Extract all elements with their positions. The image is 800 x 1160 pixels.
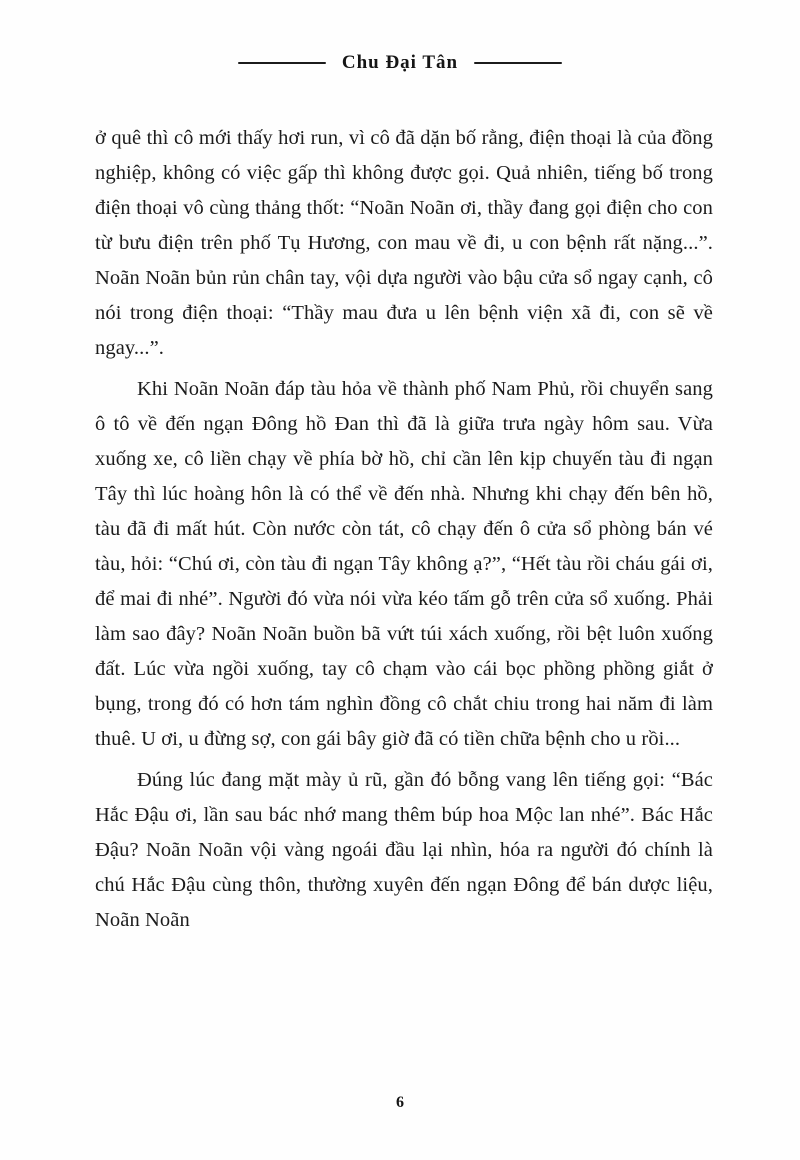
paragraph-3: Đúng lúc đang mặt mày ủ rũ, gần đó bỗng vang lên tiếng gọi: “Bác Hắc Đậu ơi, lần sau bác nhớ mang thêm búp hoa Mộc lan nhé”. Bác Hắc Đậu? Noãn Noãn vội vàng ngoái đầu lại nhìn, hóa ra người đó chính là chú Hắc Đậu cùng thôn, thường xuyên đến ngạn Đông để bán dược liệu, Noãn Noãn	[95, 769, 713, 931]
page-body-text	[95, 121, 713, 944]
paragraph-2: Khi Noãn Noãn đáp tàu hỏa về thành phố Nam Phủ, rồi chuyển sang ô tô về đến ngạn Đông hồ Đan thì đã là giữa trưa ngày hôm sau. Vừa xuống xe, cô liền chạy về phía bờ hồ, chỉ cần lên kịp chuyến tàu đi ngạn Tây thì lúc hoàng hôn là có thể về đến nhà. Nhưng khi chạy đến bên hồ, tàu đã đi mất hút. Còn nước còn tát, cô chạy đến ô cửa sổ phòng bán vé tàu, hỏi: “Chú ơi, còn tàu đi ngạn Tây không ạ?”, “Hết tàu rồi cháu gái ơi, để mai đi nhé”. Người đó vừa nói vừa kéo tấm gỗ trên cửa sổ xuống. Phải làm sao đây? Noãn Noãn buồn bã vứt túi xách xuống, rồi bệt luôn xuống đất. Lúc vừa ngồi xuống, tay cô chạm vào cái bọc phồng phồng giắt ở bụng, trong đó có hơn tám nghìn đồng cô chắt chiu trong hai năm đi làm thuê. U ơi, u đừng sợ, con gái bây giờ đã có tiền chữa bệnh cho u rồi...	[95, 378, 713, 750]
running-header	[0, 52, 800, 74]
running-header-title: Chu Đại Tân	[341, 52, 459, 73]
page-number: 6	[396, 1094, 404, 1111]
header-rule-left	[238, 62, 326, 64]
paragraph-1: ở quê thì cô mới thấy hơi run, vì cô đã dặn bố rằng, điện thoại là của đồng nghiệp, không có việc gấp thì không được gọi. Quả nhiên, tiếng bố trong điện thoại vô cùng thảng thốt: “Noãn Noãn ơi, thầy đang gọi điện cho con từ bưu điện trên phố Tụ Hương, con mau về đi, u con bệnh rất nặng...”. Noãn Noãn bủn rủn chân tay, vội dựa người vào bậu cửa sổ ngay cạnh, cô nói trong điện thoại: “Thầy mau đưa u lên bệnh viện xã đi, con sẽ về ngay...”.	[95, 127, 713, 359]
header-rule-right	[474, 62, 562, 64]
